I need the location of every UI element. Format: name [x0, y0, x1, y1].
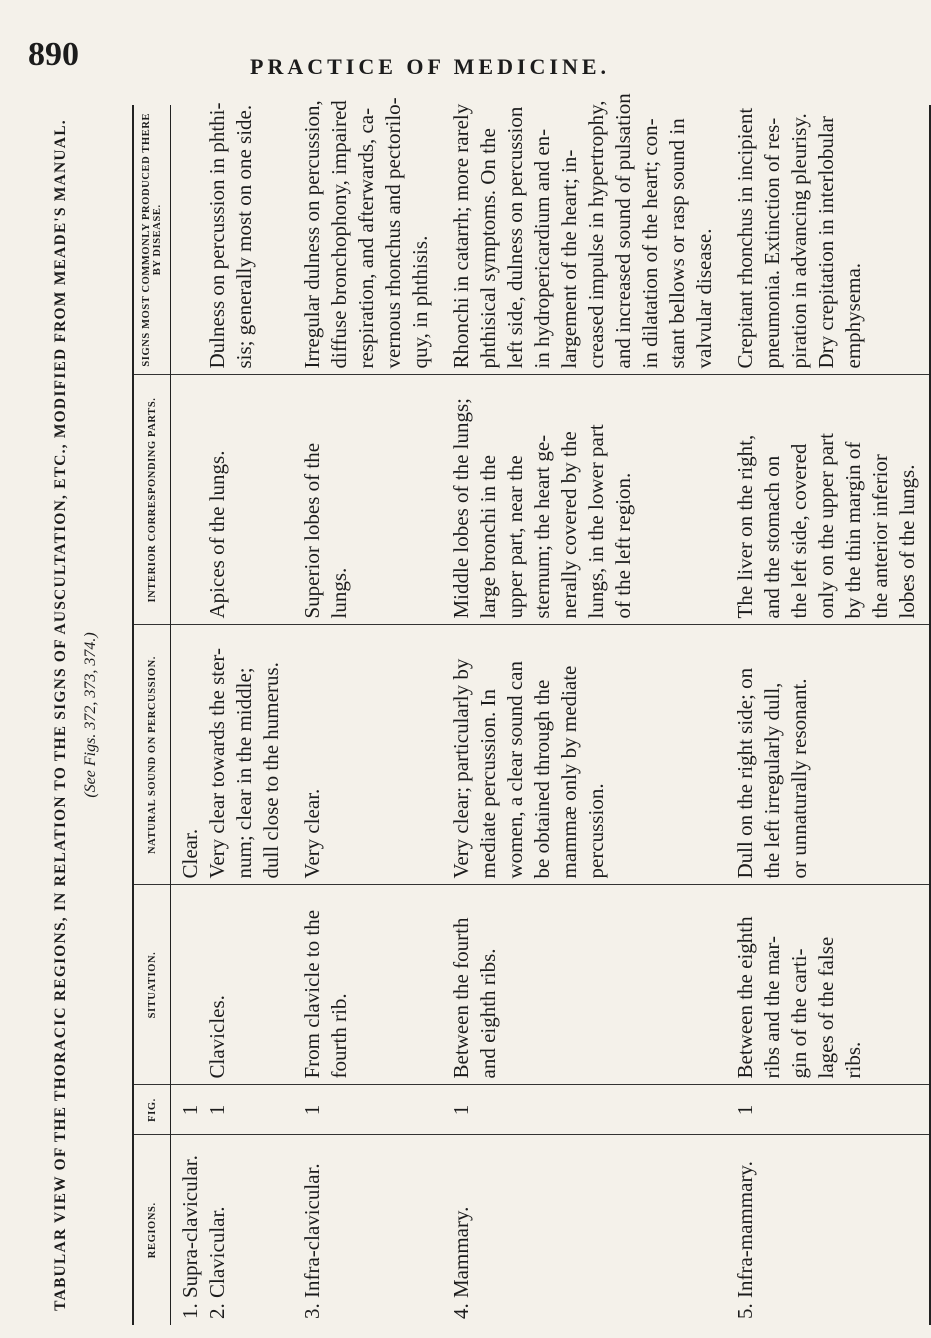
text-line: lungs, in the lower part [584, 424, 608, 619]
text-line: Crepitant rhonchus in incipient [733, 107, 757, 369]
text-line: Dull on the right side; on [733, 667, 757, 879]
cell-region [171, 1135, 294, 1325]
col-header-regions: REGIONS. [133, 1135, 171, 1325]
cell-interior [726, 375, 930, 625]
text-line: mediate percussion. In [476, 688, 500, 879]
text-line: Very clear; particularly by [449, 658, 473, 879]
text-line: Clear. [178, 828, 202, 879]
cell-fig [171, 1085, 294, 1135]
text-line: in hydropericardium and en- [530, 128, 554, 369]
text-line: 2. Clavicular. [205, 1206, 229, 1319]
text-line: women, a clear sound can [503, 661, 527, 879]
text-line: creased impulse in hypertrophy, [584, 100, 608, 369]
table-subtitle: (See Figs. 372, 373, 374.) [82, 632, 99, 798]
text-line: sternum; the heart ge- [530, 434, 554, 619]
text-line: Very clear. [300, 788, 324, 879]
text-line: and increased sound of pulsation [611, 93, 635, 369]
text-line: 1 [449, 1104, 473, 1116]
text-line: Rhonchi in catarrh; more rarely [449, 103, 473, 369]
text-line: 5. Infra-mammary. [733, 1161, 757, 1319]
cell-signs [293, 97, 442, 375]
cell-region [726, 1135, 930, 1325]
text-line: the anterior inferior [868, 454, 892, 619]
cell-region [293, 1135, 442, 1325]
text-line: Apices of the lungs. [205, 450, 229, 619]
text-line: 4. Mammary. [449, 1206, 473, 1319]
text-line [177, 382, 204, 619]
text-line: quy, in phthisis. [408, 235, 432, 369]
cell-situation [293, 885, 442, 1085]
text-line: by the thin margin of [841, 441, 865, 619]
table-body [171, 93, 931, 1325]
text-line: Very clear towards the ster- [205, 648, 229, 879]
text-line: ribs. [841, 1041, 865, 1079]
text-line: respiration, and afterwards, ca- [354, 107, 378, 369]
text-line: stant bellows or rasp sound in [665, 118, 689, 369]
cell-signs [171, 102, 294, 375]
table-row [293, 105, 442, 1325]
text-line: num; clear in the middle; [232, 667, 256, 879]
cell-situation [171, 885, 294, 1085]
cell-region [442, 1135, 726, 1325]
text-line: largement of the heart; in- [557, 149, 581, 369]
cell-fig [293, 1085, 442, 1135]
text-line: or unnaturally resonant. [787, 678, 811, 879]
text-line: 1 [205, 1104, 229, 1116]
col-header-interior: INTERIOR CORRESPONDING PARTS. [133, 375, 171, 625]
text-line: lages of the false [814, 936, 838, 1079]
page-number: 890 [28, 36, 79, 73]
col-header-percussion: NATURAL SOUND ON PERCUSSION. [133, 625, 171, 885]
text-line: Clavicles. [205, 995, 229, 1079]
text-line: diffuse bronchophony, impaired [327, 100, 351, 369]
text-line: mammæ only by mediate [557, 665, 581, 879]
cell-percussion [442, 625, 726, 885]
col-header-situation: SITUATION. [133, 885, 171, 1085]
text-line: and the stomach on [760, 455, 784, 619]
text-line: and eighth ribs. [476, 948, 500, 1079]
cell-signs [726, 105, 930, 375]
text-line [177, 892, 204, 1079]
thoracic-regions-table [132, 93, 931, 1325]
table-header-row [133, 105, 171, 1325]
table-row [171, 105, 294, 1325]
cell-fig [442, 1085, 726, 1135]
cell-signs [442, 93, 726, 375]
cell-situation [726, 885, 930, 1085]
text-line: upper part, near the [503, 455, 527, 619]
text-line [177, 111, 204, 369]
text-line: Irregular dulness on percussion, [300, 100, 324, 369]
text-line: Dulness on percussion in phthi- [205, 102, 229, 369]
cell-percussion [293, 625, 442, 885]
text-line: The liver on the right, [733, 434, 757, 619]
table-row [726, 105, 930, 1325]
text-line: 1 [178, 1104, 202, 1116]
text-line: 1 [300, 1104, 324, 1116]
text-line: pneumonia. Extinction of res- [760, 117, 784, 369]
text-line: emphysema. [841, 262, 865, 369]
text-line: the left irregularly dull, [760, 682, 784, 879]
text-line: percussion. [584, 783, 608, 879]
text-line: nerally covered by the [557, 431, 581, 619]
cell-interior [293, 375, 442, 625]
cell-interior [442, 375, 726, 625]
text-line: 1. Supra-clavicular. [178, 1155, 202, 1319]
text-line: 1 [733, 1104, 757, 1116]
table-title: TABULAR VIEW OF THE THORACIC REGIONS, IN RELATION TO THE SIGNS OF AUSCULTATION, ETC., MODIFIED FROM MEADE'S MANUAL. [52, 119, 69, 1311]
text-line: Superior lobes of the [300, 442, 324, 619]
cell-percussion [171, 625, 294, 885]
col-header-fig: FIG. [133, 1085, 171, 1135]
text-line: piration in advancing pleurisy. [787, 113, 811, 369]
table-row [442, 105, 726, 1325]
text-line: Middle lobes of the lungs; [449, 398, 473, 619]
running-head: PRACTICE OF MEDICINE. [250, 54, 611, 79]
text-line: large bronchi in the [476, 455, 500, 619]
text-line: dull close to the humerus. [259, 662, 283, 879]
text-line: in dilatation of the heart; con- [638, 118, 662, 369]
text-line: the left side, covered [787, 443, 811, 619]
text-line: 3. Infra-clavicular. [300, 1163, 324, 1319]
text-line: be obtained through the [530, 679, 554, 879]
text-line: gin of the carti- [787, 948, 811, 1079]
cell-percussion [726, 625, 930, 885]
text-line: valvular disease. [692, 228, 716, 369]
col-header-signs: SIGNS MOST COMMONLY PRODUCED THERE BY DISEASE. [133, 105, 171, 375]
text-line: only on the upper part [814, 433, 838, 619]
text-line: fourth rib. [327, 993, 351, 1079]
cell-interior [171, 375, 294, 625]
text-line: Between the fourth [449, 917, 473, 1079]
text-line: left side, dulness on percussion [503, 106, 527, 369]
cell-fig [726, 1085, 930, 1135]
text-line: of the left region. [611, 472, 635, 619]
text-line: Dry crepitation in interlobular [814, 115, 838, 369]
text-line: vernous rhonchus and pectorilo- [381, 97, 405, 369]
text-line: ribs and the mar- [760, 936, 784, 1079]
text-line: sis; generally most on one side. [232, 104, 256, 369]
rotated-table-block [50, 93, 919, 1325]
text-line: lobes of the lungs. [895, 464, 919, 619]
cell-situation [442, 885, 726, 1085]
text-line: lungs. [327, 567, 351, 619]
text-line: From clavicle to the [300, 909, 324, 1079]
text-line: phthisical symptoms. On the [476, 128, 500, 369]
text-line: Between the eighth [733, 916, 757, 1079]
